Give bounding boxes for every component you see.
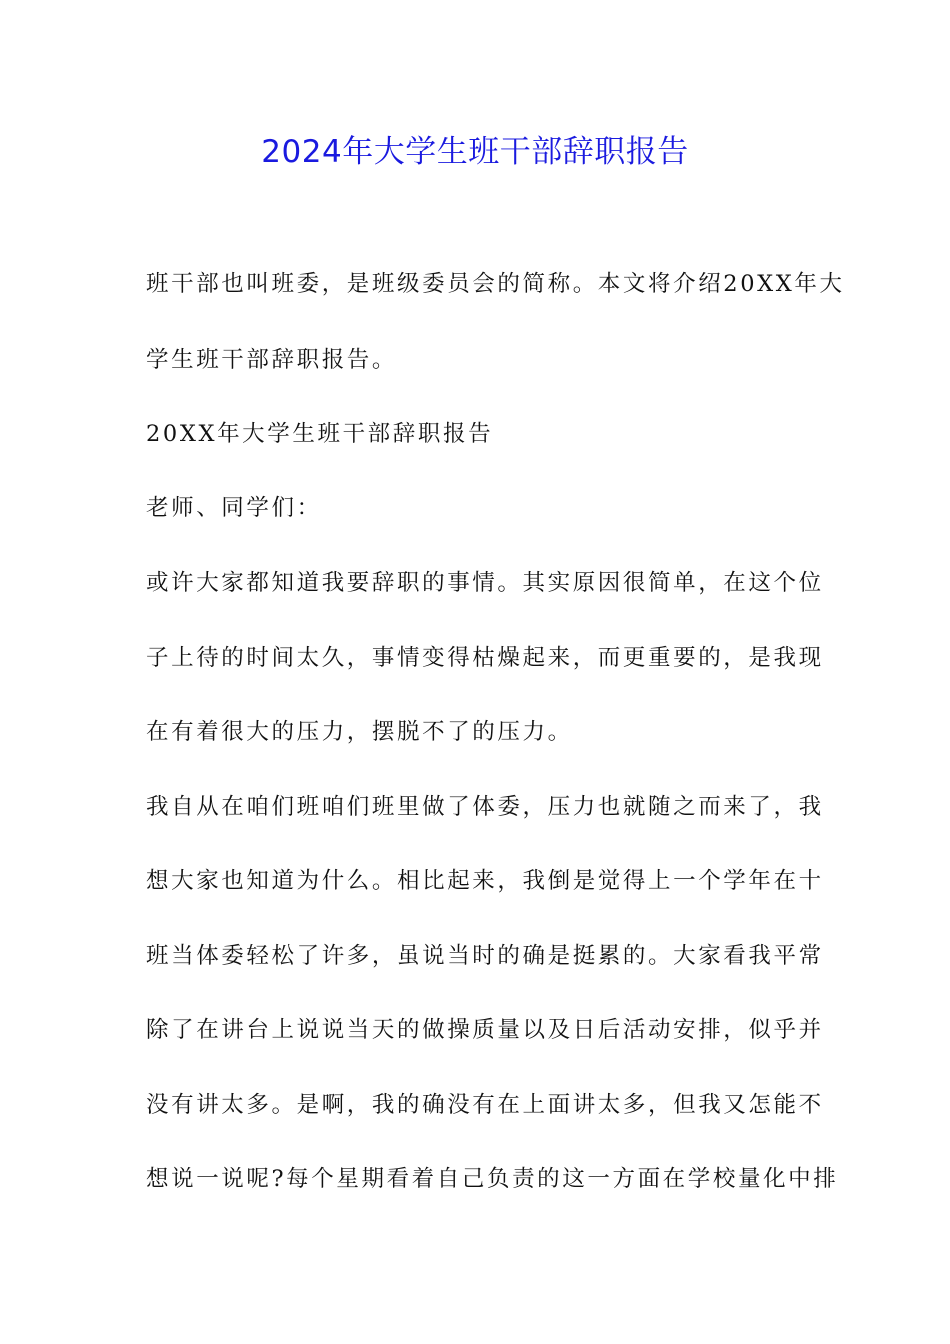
- document-title: 2024年大学生班干部辞职报告: [261, 134, 689, 170]
- paragraph-2-line-3: 班当体委轻松了许多，虽说当时的确是挺累的。大家看我平常: [146, 943, 824, 969]
- paragraph-2-line-5: 没有讲太多。是啊，我的确没有在上面讲太多，但我又怎能不: [146, 1092, 824, 1118]
- intro-line-2: 学生班干部辞职报告。: [146, 347, 398, 373]
- report-heading: 20XX年大学生班干部辞职报告: [146, 421, 494, 447]
- paragraph-1-line-3: 在有着很大的压力，摆脱不了的压力。: [146, 719, 573, 745]
- paragraph-1-line-1: 或许大家都知道我要辞职的事情。其实原因很简单，在这个位: [146, 570, 824, 596]
- paragraph-2-line-4: 除了在讲台上说说当天的做操质量以及日后活动安排，似乎并: [146, 1017, 824, 1043]
- paragraph-2-line-1: 我自从在咱们班咱们班里做了体委，压力也就随之而来了，我: [146, 794, 824, 820]
- paragraph-2-line-6: 想说一说呢?每个星期看着自己负责的这一方面在学校量化中排: [146, 1166, 839, 1192]
- paragraph-2-line-2: 想大家也知道为什么。相比起来，我倒是觉得上一个学年在十: [146, 868, 824, 894]
- salutation: 老师、同学们：: [146, 495, 322, 521]
- intro-line-1: 班干部也叫班委，是班级委员会的简称。本文将介绍20XX年大: [146, 271, 845, 297]
- paragraph-1-line-2: 子上待的时间太久，事情变得枯燥起来，而更重要的，是我现: [146, 645, 824, 671]
